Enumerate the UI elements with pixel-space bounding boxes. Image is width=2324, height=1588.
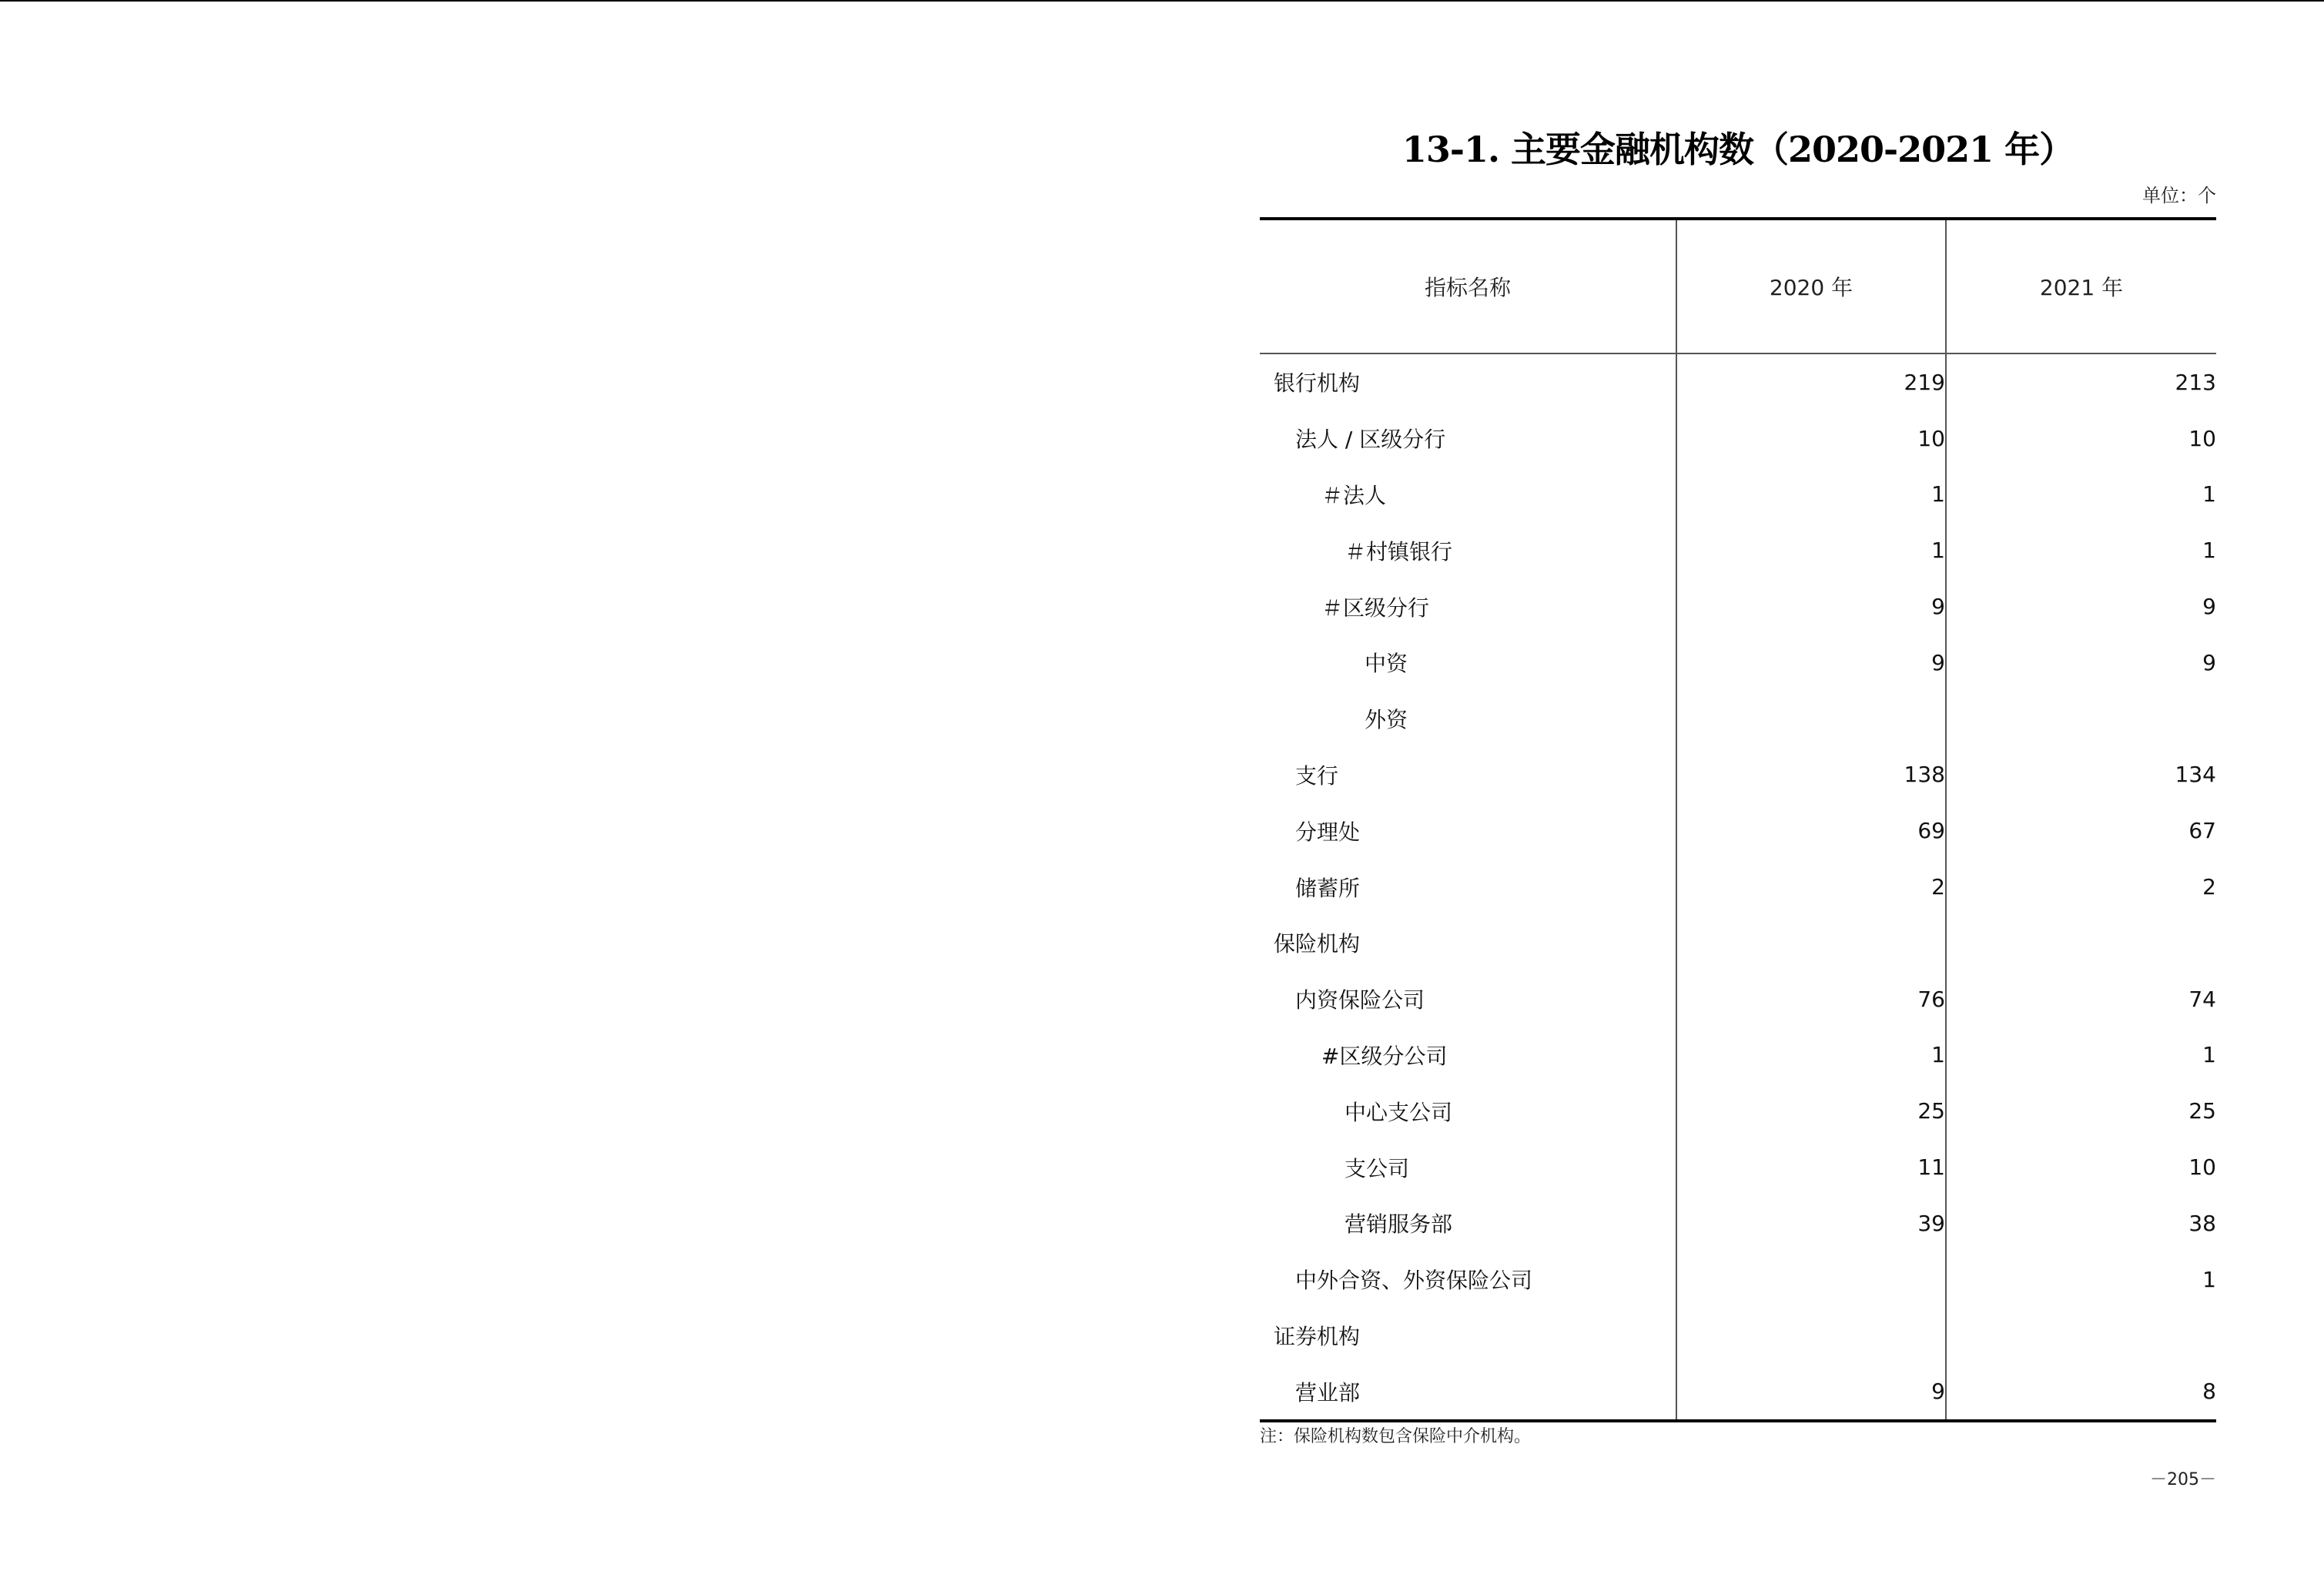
row-value-2021: 8 [1946,1363,2216,1421]
header-year-2021: 2021 年 [1946,219,2216,353]
row-indicator-name: 支公司 [1345,1155,1410,1181]
table-row [1260,859,2216,915]
row-value-2020: 9 [1676,1363,1946,1421]
row-value-2021: 74 [1946,971,2216,1027]
row-value-2020: 11 [1676,1139,1946,1195]
row-indicator-name: 营销服务部 [1345,1211,1453,1238]
row-indicator-name: 外资 [1365,707,1408,733]
table-row [1260,410,2216,467]
table-row [1260,971,2216,1027]
page-title: 13-1. 主要金融机构数（2020-2021 年） [1401,129,2075,170]
right-page [1260,0,2216,1588]
table-row [1260,691,2216,747]
row-value-2020 [1676,915,1946,971]
row-value-2021: 2 [1946,859,2216,915]
table-header-row [1260,219,2216,353]
row-value-2020: 10 [1676,410,1946,467]
row-value-2020: 39 [1676,1195,1946,1251]
row-value-2021: 10 [1946,410,2216,467]
row-value-2020: 69 [1676,802,1946,859]
table-row [1260,467,2216,523]
table-row [1260,802,2216,859]
row-indicator-name: 分理处 [1295,819,1361,845]
row-indicator-name: #区级分公司 [1321,1043,1448,1069]
financial-institutions-table [1260,217,2216,1422]
row-value-2020 [1676,1308,1946,1364]
row-indicator-name: 中资 [1365,651,1408,677]
row-value-2020: 219 [1676,353,1946,410]
row-value-2021: 1 [1946,1251,2216,1308]
row-value-2020: 1 [1676,522,1946,578]
row-value-2021: 1 [1946,522,2216,578]
row-indicator-name: 法人 / 区级分行 [1295,427,1446,453]
table-row [1260,1363,2216,1421]
table-body [1260,353,2216,1421]
row-value-2020: 1 [1676,1027,1946,1084]
row-value-2020: 138 [1676,747,1946,803]
row-indicator-name: ＃村镇银行 [1345,538,1453,565]
table-row [1260,635,2216,691]
table-row [1260,1195,2216,1251]
row-value-2021: 134 [1946,747,2216,803]
row-value-2021: 38 [1946,1195,2216,1251]
table-row [1260,915,2216,971]
row-value-2020: 9 [1676,635,1946,691]
row-value-2021 [1946,915,2216,971]
row-value-2020: 25 [1676,1083,1946,1139]
row-indicator-name: ＃区级分行 [1321,595,1430,621]
table-row [1260,353,2216,410]
row-indicator-name: 银行机构 [1274,370,1361,397]
row-value-2020: 2 [1676,859,1946,915]
table-row [1260,1083,2216,1139]
row-indicator-name: 中外合资、外资保险公司 [1295,1268,1533,1294]
unit-label: 单位：个 [2142,185,2216,206]
table-row [1260,1308,2216,1364]
row-value-2020: 9 [1676,578,1946,635]
row-value-2021: 1 [1946,467,2216,523]
row-indicator-name: 支行 [1295,762,1339,789]
row-value-2021: 67 [1946,802,2216,859]
row-indicator-name: 内资保险公司 [1295,987,1425,1013]
row-value-2021 [1946,1308,2216,1364]
table-footnote: 注：保险机构数包含保险中介机构。 [1260,1427,1532,1446]
row-indicator-name: ＃法人 [1321,482,1387,508]
header-year-2020: 2020 年 [1676,219,1946,353]
row-value-2021: 25 [1946,1083,2216,1139]
row-value-2020: 76 [1676,971,1946,1027]
table-row [1260,1139,2216,1195]
row-indicator-name: 储蓄所 [1295,875,1361,901]
row-indicator-name: 营业部 [1295,1379,1361,1405]
page-number: －205－ [2150,1470,2216,1489]
header-indicator-name: 指标名称 [1424,275,1511,300]
row-indicator-name: 中心支公司 [1345,1099,1453,1125]
row-value-2021: 9 [1946,635,2216,691]
table-row [1260,522,2216,578]
table-row [1260,1027,2216,1084]
table-row [1260,747,2216,803]
row-value-2021: 10 [1946,1139,2216,1195]
row-indicator-name: 保险机构 [1274,931,1361,957]
table-row [1260,578,2216,635]
row-value-2021: 1 [1946,1027,2216,1084]
row-value-2021: 213 [1946,353,2216,410]
table-row [1260,1251,2216,1308]
row-value-2021: 9 [1946,578,2216,635]
row-value-2021 [1946,691,2216,747]
row-indicator-name: 证券机构 [1274,1323,1361,1349]
row-value-2020: 1 [1676,467,1946,523]
row-value-2020 [1676,1251,1946,1308]
row-value-2020 [1676,691,1946,747]
